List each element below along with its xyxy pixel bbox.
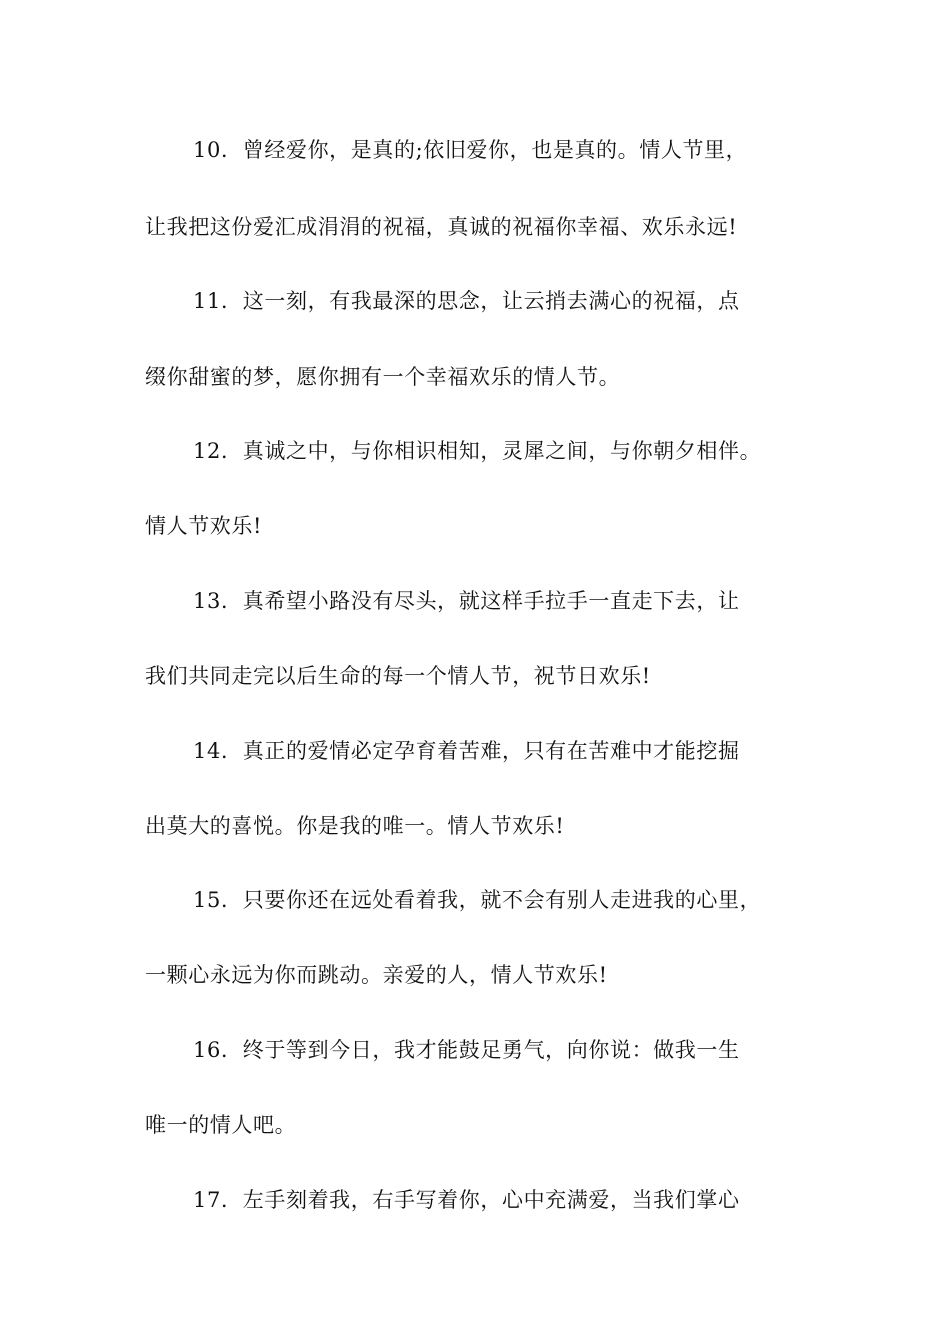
- item-10-line-2: 让我把这份爱汇成涓涓的祝福，真诚的祝福你幸福、欢乐永远!: [145, 215, 738, 239]
- item-14-line-2: 出莫大的喜悦。你是我的唯一。情人节欢乐!: [145, 814, 565, 838]
- item-text: 真正的爱情必定孕育着苦难，只有在苦难中才能挖掘: [242, 739, 740, 763]
- item-text: 只要你还在远处看着我，就不会有别人走进我的心里，: [242, 888, 762, 912]
- item-16-line-2: 唯一的情人吧。: [145, 1113, 297, 1137]
- item-number: 17.: [193, 1188, 229, 1212]
- item-10-line-1: [193, 130, 873, 170]
- item-11-line-2: 缀你甜蜜的梦，愿你拥有一个幸福欢乐的情人节。: [145, 365, 621, 389]
- item-text: 真诚之中，与你相识相知，灵犀之间，与你朝夕相伴。: [242, 439, 762, 463]
- item-13-line-1: [193, 581, 873, 621]
- item-number: 15.: [193, 888, 229, 912]
- item-13-line-2: 我们共同走完以后生命的每一个情人节，祝节日欢乐!: [145, 664, 651, 688]
- item-number: 11.: [193, 289, 229, 313]
- item-11-line-1: [193, 281, 873, 321]
- item-12-line-2: 情人节欢乐!: [145, 514, 263, 538]
- item-number: 10.: [193, 138, 229, 162]
- item-14-line-1: [193, 731, 873, 771]
- item-number: 16.: [193, 1038, 229, 1062]
- item-17-line-1: [193, 1180, 873, 1220]
- item-text: 真希望小路没有尽头，就这样手拉手一直走下去，让: [242, 589, 740, 613]
- item-12-line-1: [193, 431, 873, 471]
- item-text: 左手刻着我，右手写着你，心中充满爱，当我们掌心: [242, 1188, 740, 1212]
- item-16-line-1: [193, 1030, 873, 1070]
- item-number: 12.: [193, 439, 229, 463]
- item-text: 这一刻，有我最深的思念，让云捎去满心的祝福，点: [242, 289, 740, 313]
- item-text: 终于等到今日，我才能鼓足勇气，向你说：做我一生: [242, 1038, 740, 1062]
- item-15-line-1: [193, 880, 873, 920]
- item-number: 14.: [193, 739, 229, 763]
- item-15-line-2: 一颗心永远为你而跳动。亲爱的人，情人节欢乐!: [145, 963, 608, 987]
- item-text: 曾经爱你，是真的;依旧爱你，也是真的。情人节里，: [242, 138, 748, 162]
- item-number: 13.: [193, 589, 229, 613]
